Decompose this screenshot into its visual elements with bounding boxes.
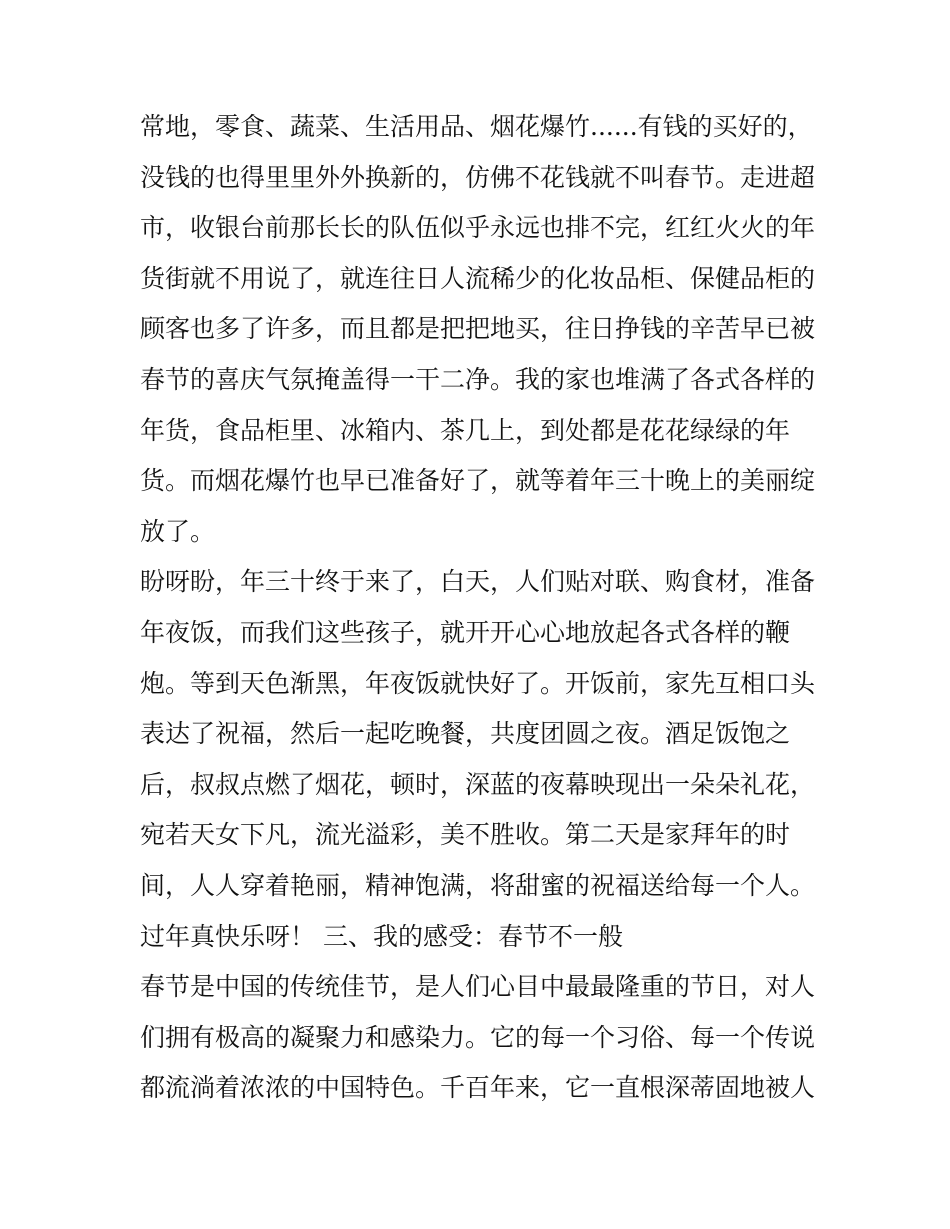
text-line-16: 间，人人穿着艳丽，精神饱满，将甜蜜的祝福送给每一个人。 xyxy=(140,870,816,900)
text-line-7: 年货，食品柜里、冰箱内、茶几上，到处都是花花绿绿的年 xyxy=(140,415,791,445)
text-line-9: 放了。 xyxy=(140,516,216,546)
text-line-17: 过年真快乐呀！ 三、我的感受：春节不一般 xyxy=(140,921,623,951)
text-line-15: 宛若天女下凡，流光溢彩，美不胜收。第二天是家拜年的时 xyxy=(140,820,791,850)
text-line-2: 没钱的也得里里外外换新的，仿佛不花钱就不叫春节。走进超 xyxy=(140,162,816,192)
text-line-20: 都流淌着浓浓的中国特色。千百年来，它一直根深蒂固地被人 xyxy=(140,1073,816,1103)
text-line-13: 表达了祝福，然后一起吃晚餐，共度团圆之夜。酒足饭饱之 xyxy=(140,719,791,749)
text-line-19: 们拥有极高的凝聚力和感染力。它的每一个习俗、每一个传说 xyxy=(140,1022,816,1052)
text-line-11: 年夜饭，而我们这些孩子，就开开心心地放起各式各样的鞭 xyxy=(140,617,791,647)
text-line-4: 货街就不用说了，就连往日人流稀少的化妆品柜、保健品柜的 xyxy=(140,263,816,293)
text-line-14: 后，叔叔点燃了烟花，顿时，深蓝的夜幕映现出一朵朵礼花， xyxy=(140,769,816,799)
text-line-6: 春节的喜庆气氛掩盖得一干二净。我的家也堆满了各式各样的 xyxy=(140,364,816,394)
text-line-18: 春节是中国的传统佳节，是人们心目中最最隆重的节日，对人 xyxy=(140,972,816,1002)
text-line-12: 炮。等到天色渐黑，年夜饭就快好了。开饭前，家先互相口头 xyxy=(140,668,816,698)
text-line-10: 盼呀盼，年三十终于来了，白天，人们贴对联、购食材，准备 xyxy=(140,567,816,597)
document-body xyxy=(140,102,820,1114)
text-line-5: 顾客也多了许多，而且都是把把地买，往日挣钱的辛苦早已被 xyxy=(140,314,816,344)
text-line-8: 货。而烟花爆竹也早已准备好了，就等着年三十晚上的美丽绽 xyxy=(140,466,816,496)
text-line-3: 市，收银台前那长长的队伍似乎永远也排不完，红红火火的年 xyxy=(140,213,816,243)
text-line-1: 常地，零食、蔬菜、生活用品、烟花爆竹......有钱的买好的， xyxy=(140,112,813,141)
